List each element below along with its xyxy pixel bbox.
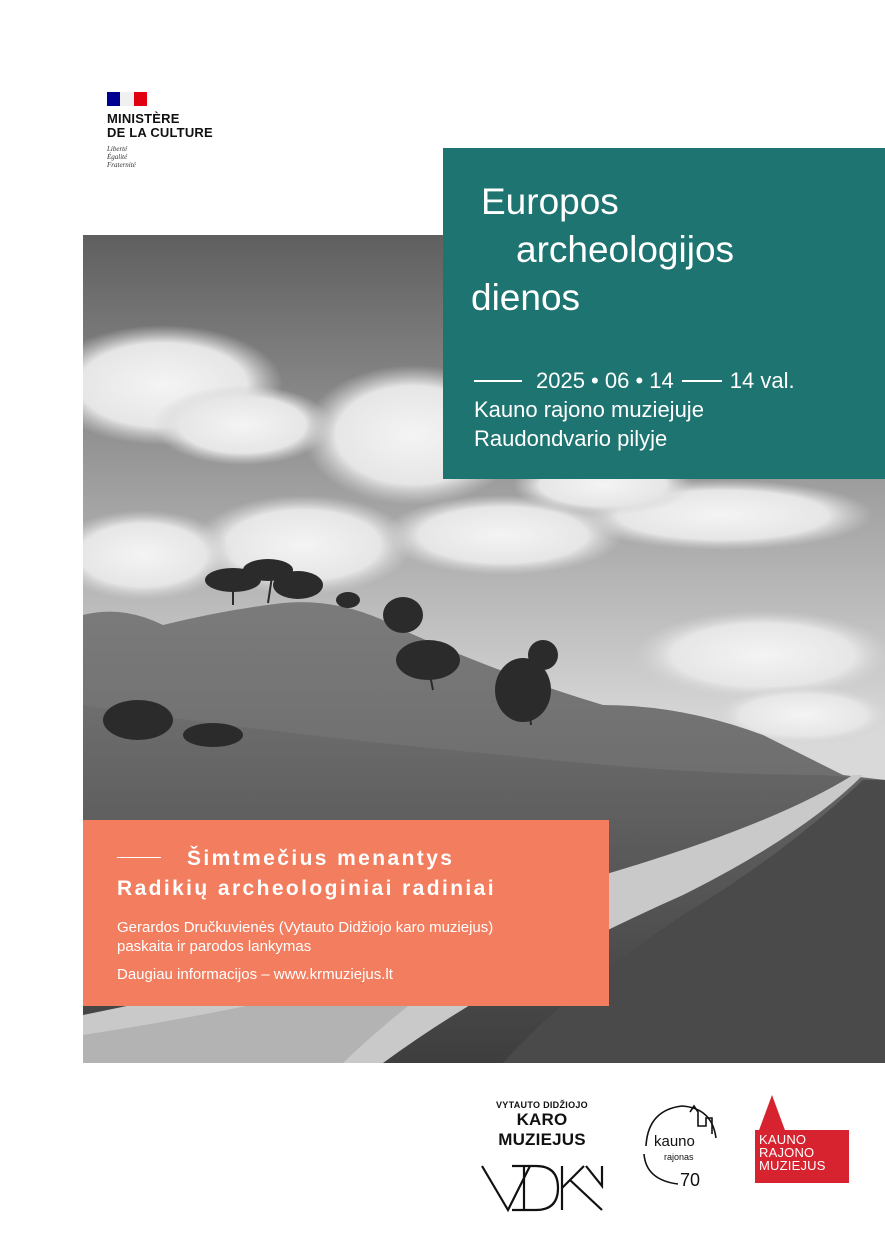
divider-line: [682, 380, 722, 382]
castle-roof-icon: [754, 1093, 850, 1133]
rajonas-word: rajonas: [664, 1152, 694, 1162]
french-flag-icon: [107, 92, 147, 106]
anniversary-number: 70: [680, 1170, 701, 1190]
lecture-title: Šimtmečius menantys Radikių archeologiniai radiniai: [117, 847, 496, 900]
vdkm-monogram-icon: [478, 1150, 606, 1216]
event-date-time: [474, 366, 795, 395]
divider-line: [474, 380, 522, 382]
event-date: 2025 • 06 • 14: [536, 368, 674, 393]
kauno-rajonas-70-logo: [638, 1100, 722, 1190]
lecture-info-box: [83, 820, 609, 1006]
ministry-motto: Liberté Égalité Fraternité: [107, 145, 136, 169]
ministry-name: MINISTÈRE DE LA CULTURE: [107, 111, 213, 140]
ministry-of-culture-logo: [107, 92, 257, 169]
event-title-box: [443, 148, 885, 479]
divider-line: [117, 857, 161, 859]
vytautas-war-museum-logo: VYTAUTO DIDŽIOJO KARO MUZIEJUS: [478, 1100, 606, 1221]
more-info-link: Daugiau informacijos – www.krmuziejus.lt: [117, 966, 393, 983]
event-venue: Kauno rajono muziejuje Raudondvario pilyje: [474, 397, 704, 451]
event-title: Europos archeologijos dienos: [471, 181, 735, 318]
lecture-description: Gerardos Dručkuvienės (Vytauto Didžiojo karo muziejus) paskaita ir parodos lankymas: [117, 919, 494, 955]
event-time: 14 val.: [729, 368, 795, 393]
kauno-word: kauno: [654, 1133, 695, 1150]
kauno-rajono-muziejus-logo: KAUNO RAJONO MUZIEJUS: [754, 1093, 850, 1185]
